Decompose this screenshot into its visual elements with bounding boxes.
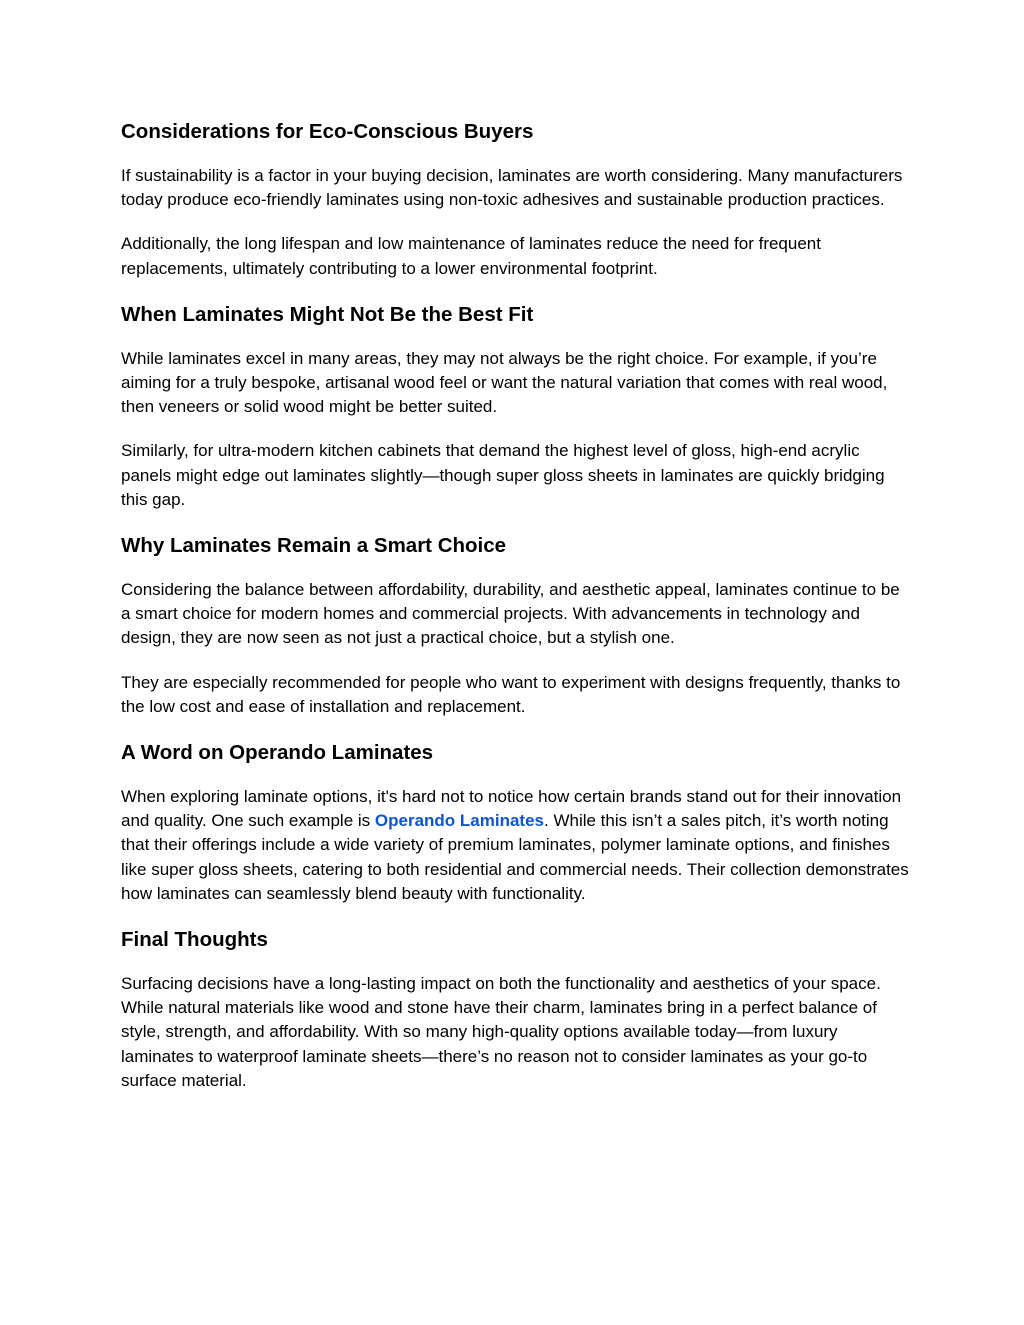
section-heading: Final Thoughts (121, 928, 268, 952)
paragraph: If sustainability is a factor in your buying decision, laminates are worth considering. Many manufacturers today produce eco-friendly laminates using non-toxic adhesives and sustainable production practices. (121, 166, 903, 210)
paragraph: They are especially recommended for people who want to experiment with designs frequently, thanks to the low cost and ease of installation and replacement. (121, 672, 901, 716)
paragraph: Additionally, the long lifespan and low maintenance of laminates reduce the need for frequent replacements, ultimately contributing to a lower environmental footprint. (121, 234, 821, 278)
paragraph-with-link (121, 785, 911, 906)
operando-laminates-link[interactable]: Operando Laminates (374, 811, 544, 831)
section-smart-choice (121, 532, 911, 719)
section-eco-conscious-buyers (121, 118, 911, 281)
section-operando-laminates (121, 739, 911, 906)
paragraph: Considering the balance between affordability, durability, and aesthetic appeal, laminates continue to be a smart choice for modern homes and commercial projects. With advancements in technology and design, they are now seen as not just a practical choice, but a stylish one. (121, 580, 900, 648)
section-heading: Considerations for Eco-Conscious Buyers (121, 120, 534, 143)
paragraph: Similarly, for ultra-modern kitchen cabinets that demand the highest level of gloss, high-end acrylic panels might edge out laminates slightly—though super gloss sheets in laminates are quickly bridging this gap. (121, 441, 885, 509)
paragraph-text-after-link: . While this isn’t a sales pitch, it’s worth noting that their offerings include a wide variety of premium laminates, polymer laminate options, and finishes like super gloss sheets, catering to both residential and commercial needs. Their collection demonstrates how laminates can seamlessly blend beauty with functionality. (121, 811, 909, 903)
section-heading: Why Laminates Remain a Smart Choice (121, 534, 507, 558)
paragraph-text-before-link: When exploring laminate options, it's hard not to notice how certain brands stand out for their innovation and quality. One such example is (121, 787, 902, 831)
document-body (121, 118, 911, 1113)
paragraph: While laminates excel in many areas, they may not always be the right choice. For example, if you’re aiming for a truly bespoke, artisanal wood feel or want the natural variation that comes with real wood, then veneers or solid wood might be better suited. (121, 348, 888, 417)
section-final-thoughts (121, 926, 911, 1093)
section-heading: A Word on Operando Laminates (121, 741, 434, 765)
section-heading: When Laminates Might Not Be the Best Fit (121, 302, 534, 326)
paragraph: Surfacing decisions have a long-lasting impact on both the functionality and aesthetics of your space. While natural materials like wood and stone have their charm, laminates bring in a perfect balance of style, strength, and affordability. With so many high-quality options available today—from luxury laminates to waterproof laminate sheets—there’s no reason not to consider laminates as your go-to surface material. (121, 974, 881, 1090)
section-not-best-fit (121, 301, 911, 512)
